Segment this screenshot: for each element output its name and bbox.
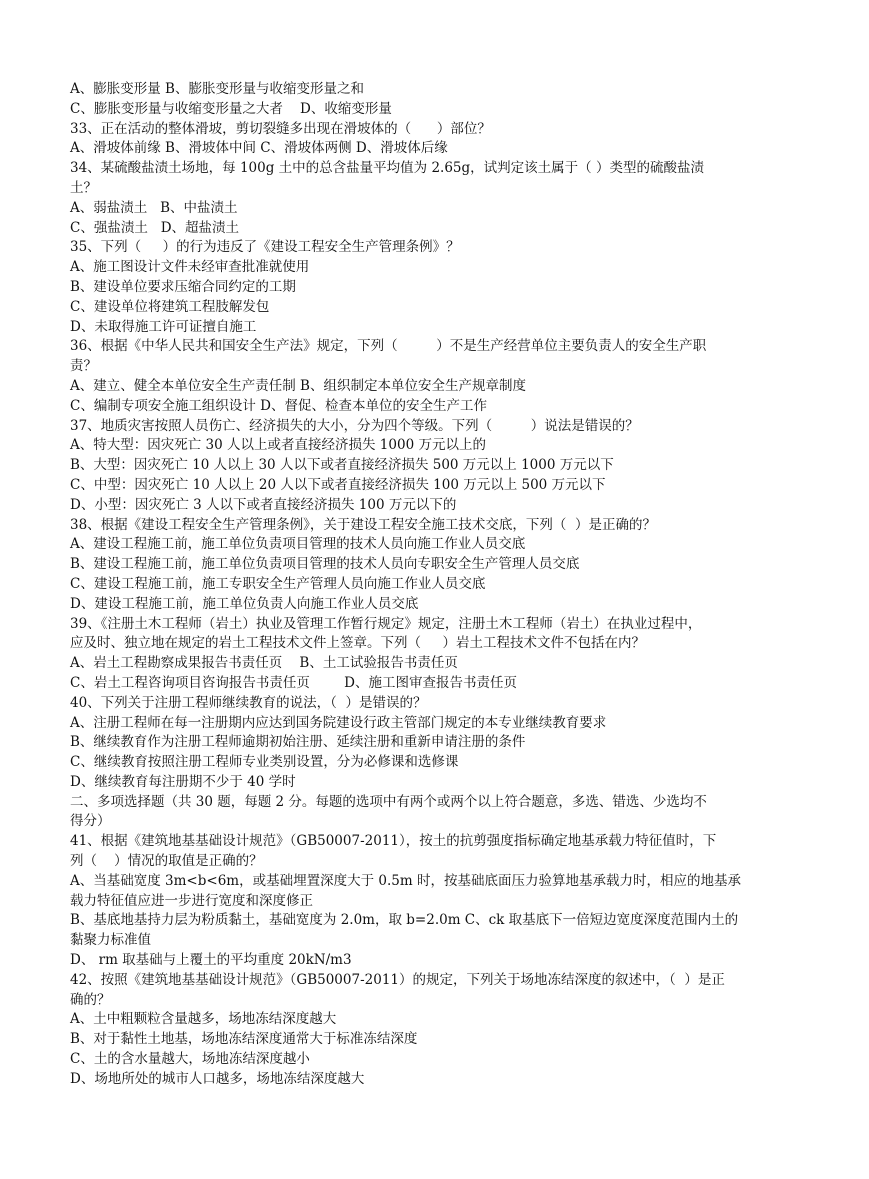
text-line: 34、某硫酸盐渍土场地，每 100g 土中的总含盐量平均值为 2.65g，试判定该土属于（ ）类型的硫酸盐渍: [70, 160, 704, 177]
text-line: 40、下列关于注册工程师继续教育的说法，（ ）是错误的？: [70, 694, 427, 711]
text-line: B、建设工程施工前，施工单位负责项目管理的技术人员向专职安全生产管理人员交底: [70, 556, 580, 573]
text-line: 确的？: [70, 991, 111, 1008]
text-line: A、膨胀变形量 B、膨胀变形量与收缩变形量之和: [70, 81, 364, 97]
text-line: 36、根据《中华人民共和国安全生产法》规定，下列（ ）不是生产经营单位主要负责人的安全生产职: [70, 338, 707, 355]
text-line: 黏聚力标准值: [70, 932, 151, 949]
text-line: A、滑坡体前缘 B、滑坡体中间 C、滑坡体两侧 D、滑坡体后缘: [70, 140, 448, 157]
text-line: D、场地所处的城市人口越多，场地冻结深度越大: [70, 1070, 365, 1087]
text-line: A、当基础宽度 3m<b<6m，或基础埋置深度大于 0.5m 时，按基础底面压力验算地基承载力时，相应的地基承: [70, 872, 741, 889]
text-line: 应及时、独立地在规定的岩土工程技术文件上签章。下列（ ）岩土工程技术文件不包括在内？: [70, 635, 645, 652]
text-line: A、土中粗颗粒含量越多，场地冻结深度越大: [70, 1011, 337, 1028]
text-line: C、膨胀变形量与收缩变形量之大者 D、收缩变形量: [70, 100, 392, 117]
text-line: A、注册工程师在每一注册期内应达到国务院建设行政主管部门规定的本专业继续教育要求: [70, 714, 607, 731]
text-line: A、施工图设计文件未经审查批准就使用: [70, 259, 310, 276]
text-line: B、基底地基持力层为粉质黏土，基础宽度为 2.0m，取 b=2.0m C、ck 取基底下一倍短边宽度深度范围内土的: [70, 912, 739, 929]
text-line: 42、按照《建筑地基基础设计规范》（GB50007-2011）的规定，下列关于场地冻结深度的叙述中，（ ）是正: [70, 971, 725, 988]
text-line: C、建设单位将建筑工程肢解发包: [70, 298, 270, 315]
text-line: A、建设工程施工前，施工单位负责项目管理的技术人员向施工作业人员交底: [70, 536, 526, 553]
text-line: D、继续教育每注册期不少于 40 学时: [70, 773, 296, 790]
text-line: B、大型：因灾死亡 10 人以上 30 人以下或者直接经济损失 500 万元以上 1000 万元以下: [70, 457, 614, 474]
text-line: 责？: [70, 358, 97, 375]
text-line: 37、地质灾害按照人员伤亡、经济损失的大小，分为四个等级。下列（ ）说法是错误的？: [70, 417, 639, 434]
text-line: D、未取得施工许可证擅自施工: [70, 318, 257, 335]
text-line: 38、根据《建设工程安全生产管理条例》，关于建设工程安全施工技术交底，下列（ ）是正确的？: [70, 516, 657, 533]
text-line: 39、《注册土木工程师（岩土）执业及管理工作暂行规定》规定，注册土木工程师（岩土）在执业过程中，: [70, 615, 702, 632]
text-line: B、建设单位要求压缩合同约定的工期: [70, 278, 296, 295]
text-line: C、编制专项安全施工组织设计 D、督促、检查本单位的安全生产工作: [70, 397, 487, 414]
text-line: A、弱盐渍土 B、中盐渍土: [70, 199, 238, 216]
text-line: 41、根据《建筑地基基础设计规范》（GB50007-2011），按土的抗剪强度指标确定地基承载力特征值时，下: [70, 833, 717, 850]
text-line: 得分）: [70, 813, 111, 830]
text-line: 33、正在活动的整体滑坡，剪切裂缝多出现在滑坡体的（ ）部位？: [70, 120, 491, 137]
text-line: C、强盐渍土 D、超盐渍土: [70, 219, 240, 236]
text-line: 35、下列（ ）的行为违反了《建设工程安全生产管理条例》？: [70, 239, 460, 256]
text-line: B、对于黏性土地基，场地冻结深度通常大于标准冻结深度: [70, 1031, 418, 1048]
text-line: B、继续教育作为注册工程师逾期初始注册、延续注册和重新申请注册的条件: [70, 734, 526, 751]
text-line: C、土的含水量越大，场地冻结深度越小: [70, 1051, 310, 1068]
text-line: A、建立、健全本单位安全生产责任制 B、组织制定本单位安全生产规章制度: [70, 377, 526, 394]
text-line: 列（ ）情况的取值是正确的？: [70, 853, 263, 870]
text-line: 二、多项选择题（共 30 题，每题 2 分。每题的选项中有两个或两个以上符合题意，多选、错选、少选均不: [70, 793, 707, 810]
text-line: A、特大型：因灾死亡 30 人以上或者直接经济损失 1000 万元以上的: [70, 437, 486, 454]
text-line: D、小型：因灾死亡 3 人以下或者直接经济损失 100 万元以下的: [70, 496, 457, 513]
text-line: D、建设工程施工前，施工单位负责人向施工作业人员交底: [70, 595, 419, 612]
text-line: A、岩土工程勘察成果报告书责任页 B、土工试验报告书责任页: [70, 655, 458, 672]
text-line: C、建设工程施工前，施工专职安全生产管理人员向施工作业人员交底: [70, 575, 486, 592]
document-body: [70, 80, 830, 1090]
text-line: 土？: [70, 179, 97, 196]
text-line: C、继续教育按照注册工程师专业类别设置，分为必修课和选修课: [70, 754, 459, 771]
text-line: C、中型：因灾死亡 10 人以上 20 人以下或者直接经济损失 100 万元以上 500 万元以下: [70, 476, 606, 493]
text-line: D、 rm 取基础与上覆土的平均重度 20kN/m3: [70, 952, 352, 969]
text-line: C、岩土工程咨询项目咨询报告书责任页 D、施工图审查报告书责任页: [70, 674, 517, 691]
text-line: 载力特征值应进一步进行宽度和深度修正: [70, 892, 313, 909]
